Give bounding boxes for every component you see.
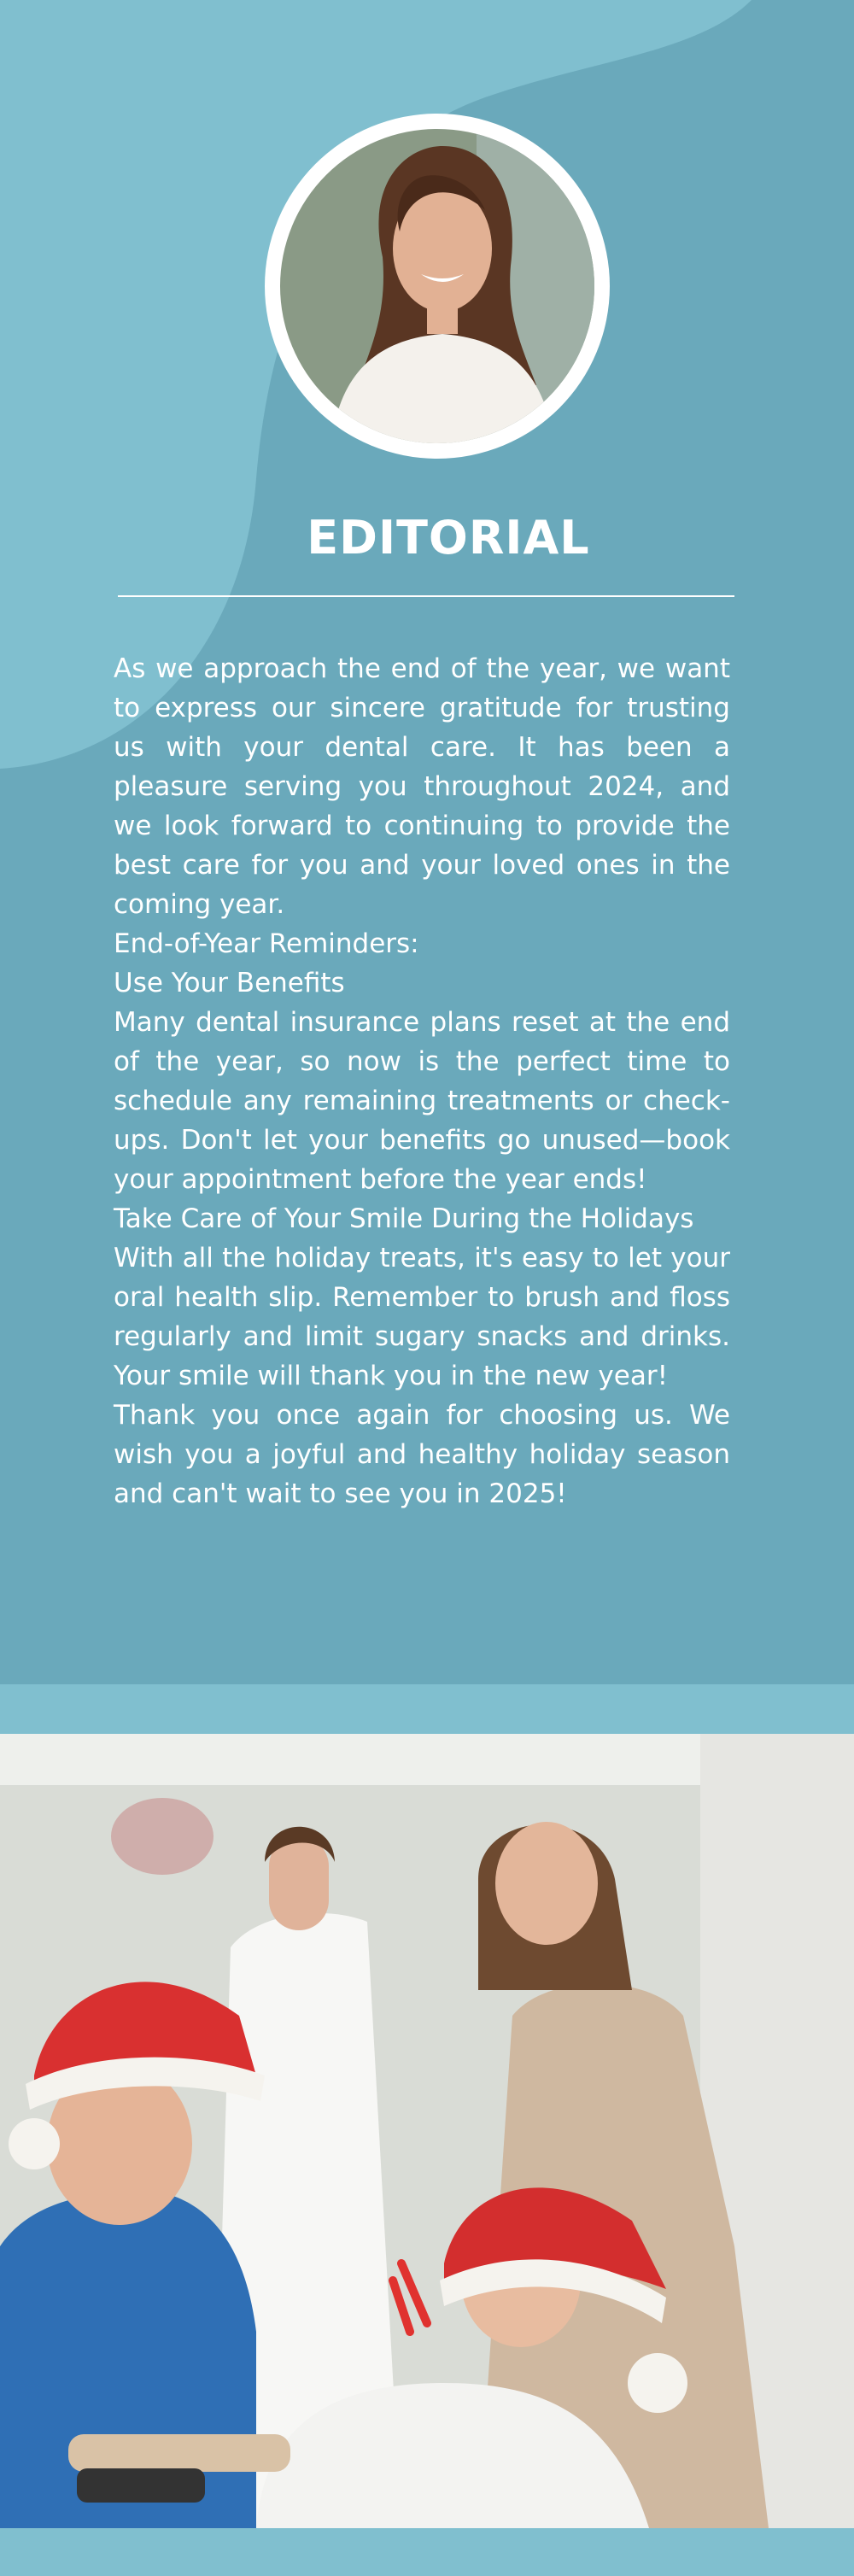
bottom-band xyxy=(0,2528,854,2576)
holidays-heading: Take Care of Your Smile During the Holidays xyxy=(114,1203,694,1234)
divider-band xyxy=(0,1684,854,1734)
author-photo-illustration xyxy=(280,129,594,443)
dental-office-scene-illustration xyxy=(0,1734,854,2528)
holidays-paragraph: With all the holiday treats, it's easy to let your oral health slip. Remember to brush and floss regularly and limit sugary snacks and drinks. Your smile will thank you in the new year! xyxy=(114,1243,730,1391)
editorial-title: EDITORIAL xyxy=(307,511,590,565)
author-portrait xyxy=(265,114,610,459)
closing-paragraph: Thank you once again for choosing us. We wish you a joyful and healthy holiday season and can't wait to see you in 2025! xyxy=(114,1400,730,1509)
title-divider xyxy=(118,595,734,597)
intro-paragraph: As we approach the end of the year, we want to express our sincere gratitude for trusting us with your dental care. It has been a pleasure serving you throughout 2024, and we look forward to continuing to provide the best care for you and your loved ones in the coming year. xyxy=(114,653,730,920)
holiday-dental-photo xyxy=(0,1734,854,2528)
reminders-heading: End-of-Year Reminders: xyxy=(114,928,419,959)
benefits-paragraph: Many dental insurance plans reset at the end of the year, so now is the perfect time to schedule any remaining treatments or check-ups. Don't let your benefits go unused—book your appointment before the year ends! xyxy=(114,1007,730,1195)
benefits-heading: Use Your Benefits xyxy=(114,968,345,998)
editorial-body xyxy=(114,649,730,1513)
